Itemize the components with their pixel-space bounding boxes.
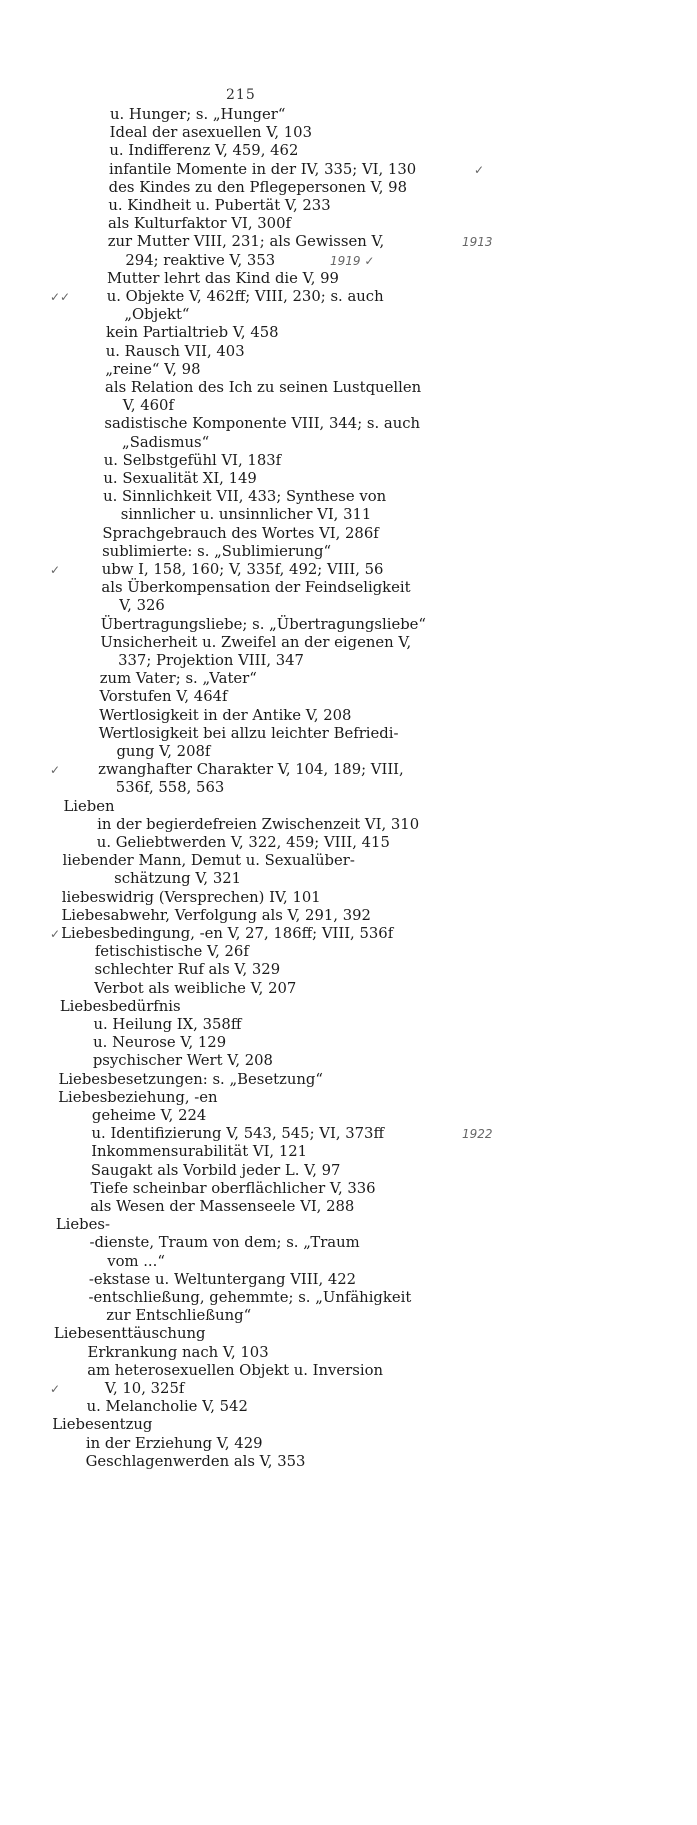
index-subentry: u. Heilung IX, 358ff — [93, 1016, 242, 1033]
index-subentry: schätzung V, 321 — [114, 870, 242, 888]
index-heading: Liebesbedingung, -en V, 27, 186ff; VIII, 536f — [61, 925, 394, 942]
index-heading: Liebesentzug — [52, 1416, 153, 1434]
index-subentry: Übertragungsliebe; s. „Übertragungsliebe“ — [100, 615, 426, 633]
handwritten-margin-note: ✓ — [50, 563, 61, 577]
index-subentry: zwanghafter Charakter V, 104, 189; VIII, — [98, 761, 404, 779]
index-subentry: u. Geliebtwerden V, 322, 459; VIII, 415 — [96, 834, 390, 851]
index-subentry: Saugakt als Vorbild jeder L. V, 97 — [90, 1161, 341, 1179]
index-subentry: 294; reaktive V, 353 — [125, 251, 276, 269]
index-subentry: u. Hunger; s. „Hunger“ — [110, 106, 286, 123]
index-subentry: geheime V, 224 — [91, 1107, 207, 1124]
index-subentry: in der Erziehung V, 429 — [85, 1434, 263, 1452]
index-subentry: Vorstufen V, 464f — [99, 688, 228, 706]
index-subentry: Erkrankung nach V, 103 — [87, 1343, 269, 1361]
index-subentry: -ekstase u. Weltuntergang VIII, 422 — [88, 1270, 357, 1288]
index-subentry: u. Objekte V, 462ff; VIII, 230; s. auch — [106, 288, 384, 305]
page-number: 215 — [226, 87, 256, 103]
index-subentry: u. Indifferenz V, 459, 462 — [109, 142, 299, 160]
index-subentry: infantile Momente in der IV, 335; VI, 130 — [109, 160, 417, 178]
index-subentry: „reine“ V, 98 — [105, 360, 201, 378]
index-subentry: u. Identifizierung V, 543, 545; VI, 373ff — [91, 1125, 384, 1143]
index-subentry: vom ...“ — [107, 1252, 165, 1270]
index-subentry: „Sadismus“ — [122, 433, 210, 451]
index-subentry: Wertlosigkeit in der Antike V, 208 — [99, 706, 352, 724]
index-subentry: fetischistische V, 26f — [94, 943, 249, 961]
index-heading: Lieben — [63, 797, 115, 815]
handwritten-margin-note: ✓ — [50, 763, 61, 778]
index-subentry: als Überkompensation der Feindseligkeit — [101, 579, 411, 597]
handwritten-margin-note: 1919 ✓ — [330, 253, 375, 268]
index-heading: Liebesbeziehung, -en — [58, 1088, 218, 1106]
index-subentry: V, 10, 325f — [104, 1380, 185, 1397]
index-subentry: u. Sinnlichkeit VII, 433; Synthese von — [103, 488, 387, 506]
index-subentry: schlechter Ruf als V, 329 — [94, 961, 281, 979]
index-subentry: des Kindes zu den Pflegepersonen V, 98 — [108, 178, 408, 196]
index-subentry: zum Vater; s. „Vater“ — [99, 670, 257, 688]
index-subentry: sadistische Komponente VIII, 344; s. auch — [104, 415, 421, 433]
index-subentry: Mutter lehrt das Kind die V, 99 — [107, 269, 339, 287]
handwritten-margin-note: ✓ — [50, 927, 61, 941]
index-heading: Liebesbesetzungen: s. „Besetzung“ — [58, 1070, 323, 1088]
index-subentry: -entschließung, gehemmte; s. „Unfähigkeit — [88, 1289, 412, 1306]
index-subentry: als Kulturfaktor VI, 300f — [108, 215, 291, 233]
index-subentry: u. Melancholie V, 542 — [86, 1398, 248, 1416]
handwritten-margin-note: 1922 — [462, 1127, 493, 1142]
index-heading: Liebes- — [55, 1216, 110, 1234]
index-heading: Liebesbedürfnis — [59, 997, 181, 1015]
index-subentry: „Objekt“ — [124, 306, 190, 324]
index-subentry: ubw I, 158, 160; V, 335f, 492; VIII, 56 — [101, 561, 384, 578]
index-subentry: u. Kindheit u. Pubertät V, 233 — [108, 197, 331, 214]
handwritten-margin-note: ✓ — [50, 1382, 61, 1396]
index-heading: Liebesabwehr, Verfolgung als V, 291, 392 — [61, 906, 371, 924]
index-subentry: 337; Projektion VIII, 347 — [118, 652, 304, 669]
index-subentry: am heterosexuellen Objekt u. Inversion — [87, 1361, 384, 1379]
index-subentry: Geschlagenwerden als V, 353 — [85, 1452, 306, 1470]
index-subentry: V, 460f — [122, 397, 174, 415]
index-heading: liebender Mann, Demut u. Sexualüber- — [62, 852, 355, 870]
index-subentry: V, 326 — [119, 597, 165, 615]
index-subentry: zur Mutter VIII, 231; als Gewissen V, — [107, 233, 385, 251]
index-heading: Liebesenttäuschung — [53, 1325, 206, 1343]
handwritten-margin-note: ✓✓ — [50, 290, 71, 304]
index-subentry: u. Rausch VII, 403 — [105, 342, 245, 360]
index-subentry: 536f, 558, 563 — [115, 779, 225, 797]
index-subentry: sublimierte: s. „Sublimierung“ — [102, 542, 332, 560]
index-subentry: psychischer Wert V, 208 — [92, 1052, 273, 1070]
index-subentry: Unsicherheit u. Zweifel an der eigenen V, — [100, 633, 412, 651]
index-subentry: als Relation des Ich zu seinen Lustquellen — [105, 379, 422, 396]
index-subentry: gung V, 208f — [116, 743, 211, 760]
index-subentry: u. Neurose V, 129 — [93, 1034, 227, 1052]
index-subentry: Verbot als weibliche V, 207 — [94, 979, 297, 997]
index-subentry: u. Sexualität XI, 149 — [103, 470, 257, 487]
index-subentry: Inkommensurabilität VI, 121 — [91, 1143, 308, 1161]
index-subentry: Sprachgebrauch des Wortes VI, 286f — [102, 524, 379, 542]
index-subentry: u. Selbstgefühl VI, 183f — [103, 451, 282, 469]
index-subentry: Ideal der asexuellen V, 103 — [109, 124, 313, 142]
index-subentry: Tiefe scheinbar oberflächlicher V, 336 — [90, 1179, 376, 1197]
index-subentry: in der begierdefreien Zwischenzeit VI, 310 — [97, 815, 420, 833]
index-subentry: zur Entschließung“ — [106, 1307, 252, 1325]
index-subentry: Wertlosigkeit bei allzu leichter Befriedi- — [98, 724, 399, 742]
index-subentry: sinnlicher u. unsinnlicher VI, 311 — [120, 506, 372, 524]
handwritten-margin-note: 1913 — [462, 235, 493, 250]
index-heading: liebeswidrig (Versprechen) IV, 101 — [61, 888, 321, 906]
index-subentry: -dienste, Traum von dem; s. „Traum — [89, 1234, 360, 1252]
handwritten-margin-note: ✓ — [474, 162, 485, 177]
index-subentry: als Wesen der Massenseele VI, 288 — [90, 1198, 355, 1215]
index-subentry: kein Partialtrieb V, 458 — [106, 324, 279, 342]
